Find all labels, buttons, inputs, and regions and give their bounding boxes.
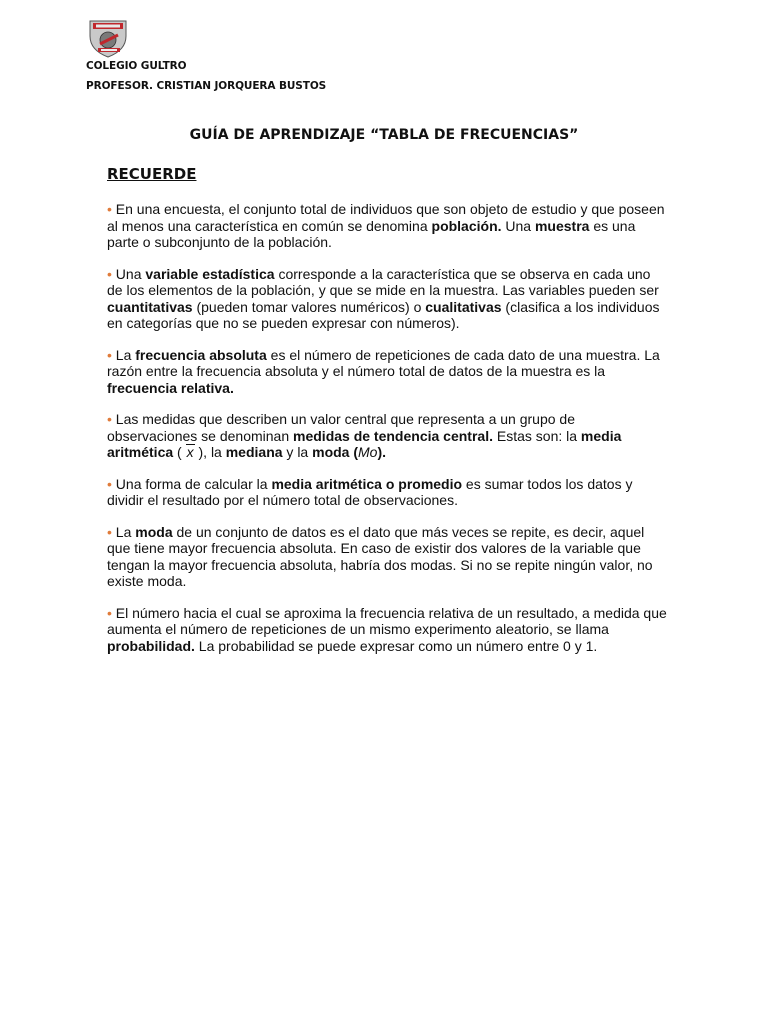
bullet-icon: • (107, 265, 112, 282)
bullet-icon: • (107, 475, 112, 492)
paragraph-tendencia-central: • Las medidas que describen un valor central que representa a un grupo de observaciones se denominan medidas de tendencia central. Estas son: la media aritmética ( x ), la mediana y la moda (Mo). (107, 411, 622, 460)
paragraph-poblacion: • En una encuesta, el conjunto total de individuos que son objeto de estudio y que poseen al menos una característica en común se denomina población. Una muestra es una parte o subconjunto de la población. (107, 201, 665, 250)
bullet-icon: • (107, 604, 112, 621)
bullet-icon: • (107, 411, 112, 427)
teacher-name: PROFESOR. CRISTIAN JORQUERA BUSTOS (86, 80, 327, 92)
page-title: GUÍA DE APRENDIZAJE “TABLA DE FRECUENCIAS” (189, 127, 579, 143)
paragraph-media: • Una forma de calcular la media aritmética o promedio es sumar todos los datos y dividir el resultado por el número total de observaciones. (107, 475, 633, 508)
bullet-icon: • (107, 523, 112, 540)
bullet-icon: • (107, 201, 112, 217)
paragraph-moda: • La moda de un conjunto de datos es el dato que más veces se repite, es decir, aquel que tiene mayor frecuencia absoluta. En caso de existir dos valores de la variable que tengan la mayor frecuencia absoluta, habría dos modas. Si no se repite ningún valor, no existe moda. (107, 523, 653, 589)
paragraph-frecuencia: • La frecuencia absoluta es el número de repeticiones de cada dato de una muestra. La razón entre la frecuencia absoluta y el número total de datos de la muestra es la frecuencia relativa. (107, 346, 660, 396)
school-crest-logo (86, 18, 130, 58)
content-body (107, 201, 667, 669)
school-name: COLEGIO GULTRO (86, 60, 187, 72)
bullet-icon: • (107, 346, 112, 363)
paragraph-probabilidad: • El número hacia el cual se aproxima la frecuencia relativa de un resultado, a medida que aumenta el número de repeticiones de un mismo experimento aleatorio, se llama probabilidad. La probabilidad se puede expresar como un número entre 0 y 1. (107, 604, 667, 654)
paragraph-variable: • Una variable estadística corresponde a la característica que se observa en cada uno de los elementos de la población, y que se mide en la muestra. Las variables pueden ser cuantitativas (pueden tomar valores numéricos) o cualitativas (clasifica a los individuos en categorías que no se pueden expresar con números). (107, 265, 660, 331)
section-heading: RECUERDE (107, 165, 197, 183)
mean-symbol: x (186, 444, 194, 460)
